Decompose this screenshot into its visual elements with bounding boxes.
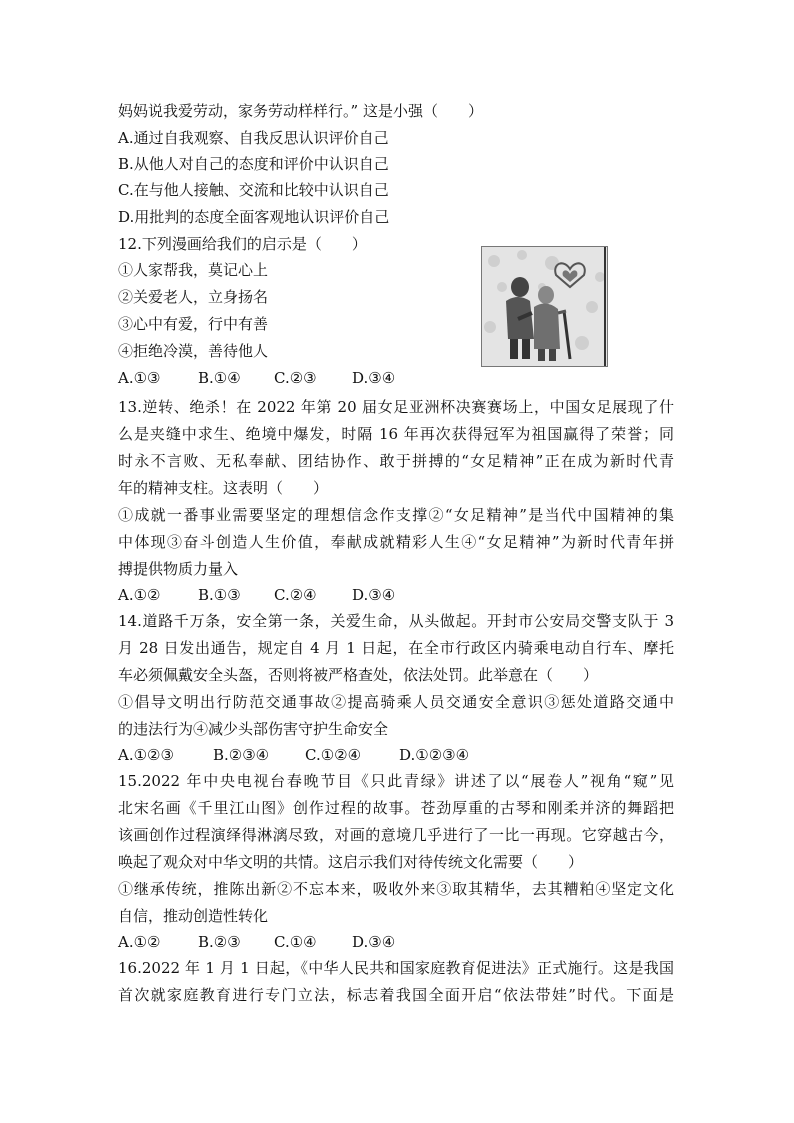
q15-option-c: C.①④ <box>274 933 317 951</box>
q15-line-5: ①继承传统，推陈出新②不忘本来，吸收外来③取其精华，去其糟粕④坚定文化 <box>118 880 674 898</box>
q14-line-5: 的违法行为④减少头部伤害守护生命安全 <box>118 720 389 738</box>
q13-line-4: 年的精神支柱。这表明（ ） <box>118 479 329 497</box>
q11-stem-tail: 妈妈说我爱劳动，家务劳动样样行。” 这是小强（ ） <box>118 102 483 120</box>
q14-option-d: D.①②③④ <box>399 746 470 764</box>
q15-line-6: 自信，推动创造性转化 <box>118 907 269 925</box>
q15-line-1: 15.2022 年中央电视台春晚节目《只此青绿》讲述了以“展卷人”视角“窥”见 <box>118 772 674 790</box>
q13-line-2: 么是夹缝中求生、绝境中爆发，时隔 16 年再次获得冠军为祖国赢得了荣誉；同 <box>118 425 674 443</box>
q14-line-2: 月 28 日发出通告，规定自 4 月 1 日起，在全市行政区内骑乘电动自行车、摩托 <box>118 639 674 657</box>
q12-statement-1: ①人家帮我，莫记心上 <box>118 261 269 279</box>
q14-line-1: 14.道路千万条，安全第一条，关爱生命，从头做起。开封市公安局交警支队于 3 <box>118 612 674 630</box>
q14-option-a: A.①②③ <box>118 746 174 764</box>
q13-options <box>118 585 395 605</box>
q13-line-5: ①成就一番事业需要坚定的理想信念作支撑②“女足精神”是当代中国精神的集 <box>118 506 674 524</box>
q12-option-b: B.①④ <box>198 369 241 387</box>
q13-option-c: C.②④ <box>274 586 317 604</box>
cartoon-illustration <box>482 247 607 366</box>
q12-option-d: D.③④ <box>352 369 396 387</box>
q11-option-c: C.在与他人接触、交流和比较中认识自己 <box>118 181 389 199</box>
q13-option-a: A.①② <box>118 586 161 604</box>
q12-statement-3: ③心中有爱，行中有善 <box>118 315 269 333</box>
q15-options <box>118 932 395 952</box>
q15-option-a: A.①② <box>118 933 161 951</box>
q15-line-2: 北宋名画《千里江山图》创作过程的故事。苍劲厚重的古琴和刚柔并济的舞蹈把 <box>118 799 674 817</box>
q15-line-3: 该画创作过程演绎得淋漓尽致，对画的意境几乎进行了一比一再现。它穿越古今， <box>118 826 674 844</box>
q12-option-a: A.①③ <box>118 369 161 387</box>
q11-option-a: A.通过自我观察、自我反思认识评价自己 <box>118 129 389 147</box>
q15-option-b: B.②③ <box>198 933 241 951</box>
q14-option-b: B.②③④ <box>213 746 270 764</box>
q13-line-7: 搏提供物质力量入 <box>118 560 239 578</box>
q14-line-3: 车必须佩戴安全头盔，否则将被严格查处，依法处罚。此举意在（ ） <box>118 666 599 684</box>
q11-option-d: D.用批判的态度全面客观地认识评价自己 <box>118 208 390 226</box>
q13-line-3: 时永不言败、无私奉献、团结协作、敢于拼搏的“女足精神”正在成为新时代青 <box>118 452 674 470</box>
cartoon-image <box>481 246 608 367</box>
q16-line-1: 16.2022 年 1 月 1 日起，《中华人民共和国家庭教育促进法》正式施行。这是我国 <box>118 959 674 977</box>
q13-option-d: D.③④ <box>352 586 396 604</box>
q13-line-6: 中体现③奋斗创造人生价值，奉献成就精彩人生④“女足精神”为新时代青年拼 <box>118 533 674 551</box>
q14-options <box>118 745 469 765</box>
q15-option-d: D.③④ <box>352 933 396 951</box>
q12-options <box>118 368 395 388</box>
q14-option-c: C.①②④ <box>305 746 362 764</box>
q16-line-2: 首次就家庭教育进行专门立法，标志着我国全面开启“依法带娃”时代。下面是 <box>118 986 674 1004</box>
q12-option-c: C.②③ <box>274 369 317 387</box>
q13-line-1: 13.逆转、绝杀！在 2022 年第 20 届女足亚洲杯决赛赛场上，中国女足展现了什 <box>118 398 674 416</box>
q11-option-b: B.从他人对自己的态度和评价中认识自己 <box>118 155 389 173</box>
q12-statement-4: ④拒绝冷漠，善待他人 <box>118 342 269 360</box>
q12-statement-2: ②关爱老人，立身扬名 <box>118 288 269 306</box>
q13-option-b: B.①③ <box>198 586 241 604</box>
q14-line-4: ①倡导文明出行防范交通事故②提高骑乘人员交通安全意识③惩处道路交通中 <box>118 693 674 711</box>
q15-line-4: 唤起了观众对中华文明的共情。这启示我们对待传统文化需要（ ） <box>118 853 584 871</box>
q12-stem: 12.下列漫画给我们的启示是（ ） <box>118 235 367 253</box>
